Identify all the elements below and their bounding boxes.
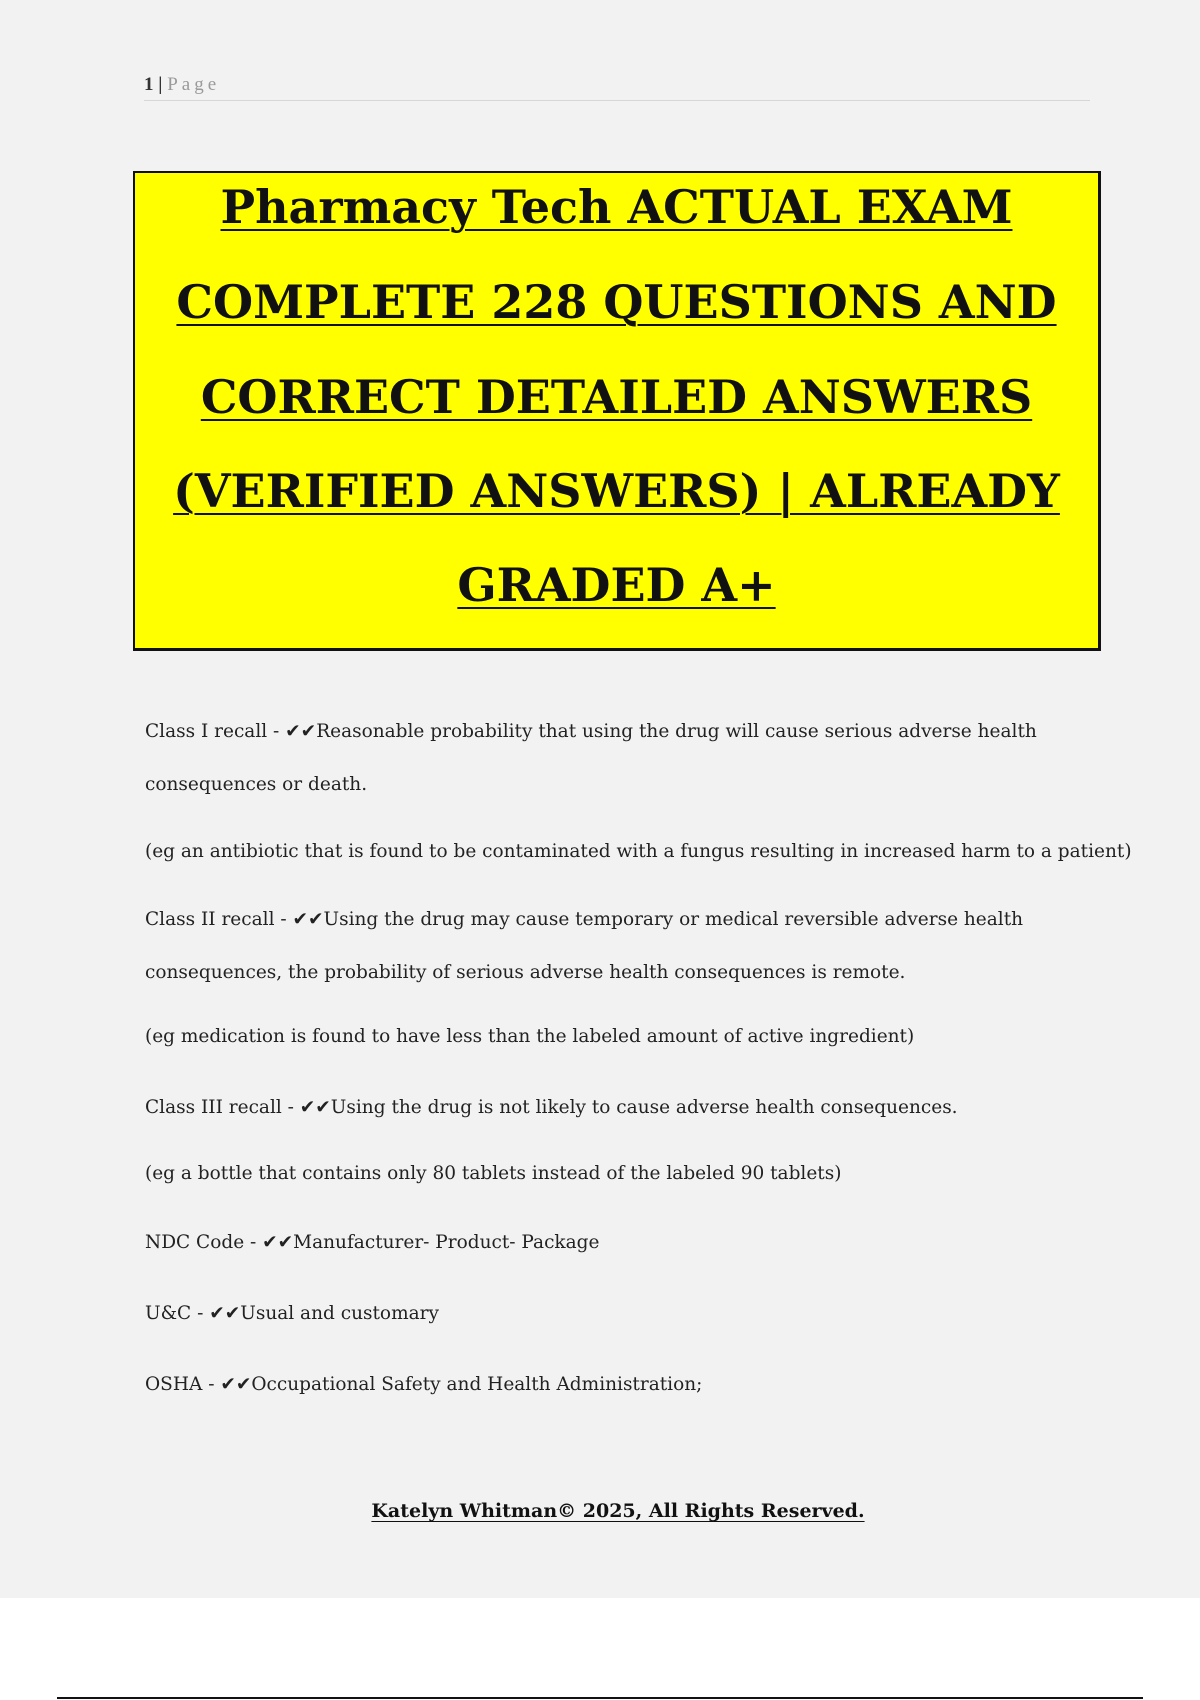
entry-ndc-code: NDC Code - ✔✔Manufacturer- Product- Package	[145, 1232, 600, 1253]
entry-class-iii-recall: Class III recall - ✔✔Using the drug is not likely to cause adverse health consequences.	[145, 1097, 958, 1118]
entry-class-ii-recall-cont: consequences, the probability of serious adverse health consequences is remote.	[145, 962, 906, 983]
copyright-footer	[0, 1500, 1200, 1522]
bottom-rule	[57, 1697, 1143, 1699]
title-line-2: COMPLETE 228 QUESTIONS AND	[176, 275, 1057, 329]
title-box	[133, 171, 1101, 651]
page-separator: |	[158, 74, 163, 95]
page-label: Page	[167, 74, 221, 95]
entry-class-iii-example: (eg a bottle that contains only 80 tablets instead of the labeled 90 tablets)	[145, 1163, 842, 1184]
entry-class-i-recall: Class I recall - ✔✔Reasonable probability that using the drug will cause serious adverse health	[145, 721, 1037, 742]
entry-class-ii-recall: Class II recall - ✔✔Using the drug may cause temporary or medical reversible adverse health	[145, 909, 1024, 930]
title-line-1: Pharmacy Tech ACTUAL EXAM	[220, 180, 1013, 234]
page-header	[144, 72, 1090, 101]
page-number: 1	[144, 74, 154, 95]
entry-class-ii-example: (eg medication is found to have less than the labeled amount of active ingredient)	[145, 1026, 915, 1047]
entry-u-and-c: U&C - ✔✔Usual and customary	[145, 1303, 439, 1324]
title-line-4: (VERIFIED ANSWERS) | ALREADY	[173, 464, 1060, 518]
entry-class-i-example: (eg an antibiotic that is found to be contaminated with a fungus resulting in increased harm to a patient)	[145, 841, 1132, 862]
entry-class-i-recall-cont: consequences or death.	[145, 774, 368, 795]
entry-osha: OSHA - ✔✔Occupational Safety and Health Administration;	[145, 1374, 703, 1395]
title-line-3: CORRECT DETAILED ANSWERS	[200, 370, 1033, 424]
title-line-5: GRADED A+	[457, 558, 776, 612]
copyright-text: Katelyn Whitman© 2025, All Rights Reserved.	[371, 1500, 865, 1522]
